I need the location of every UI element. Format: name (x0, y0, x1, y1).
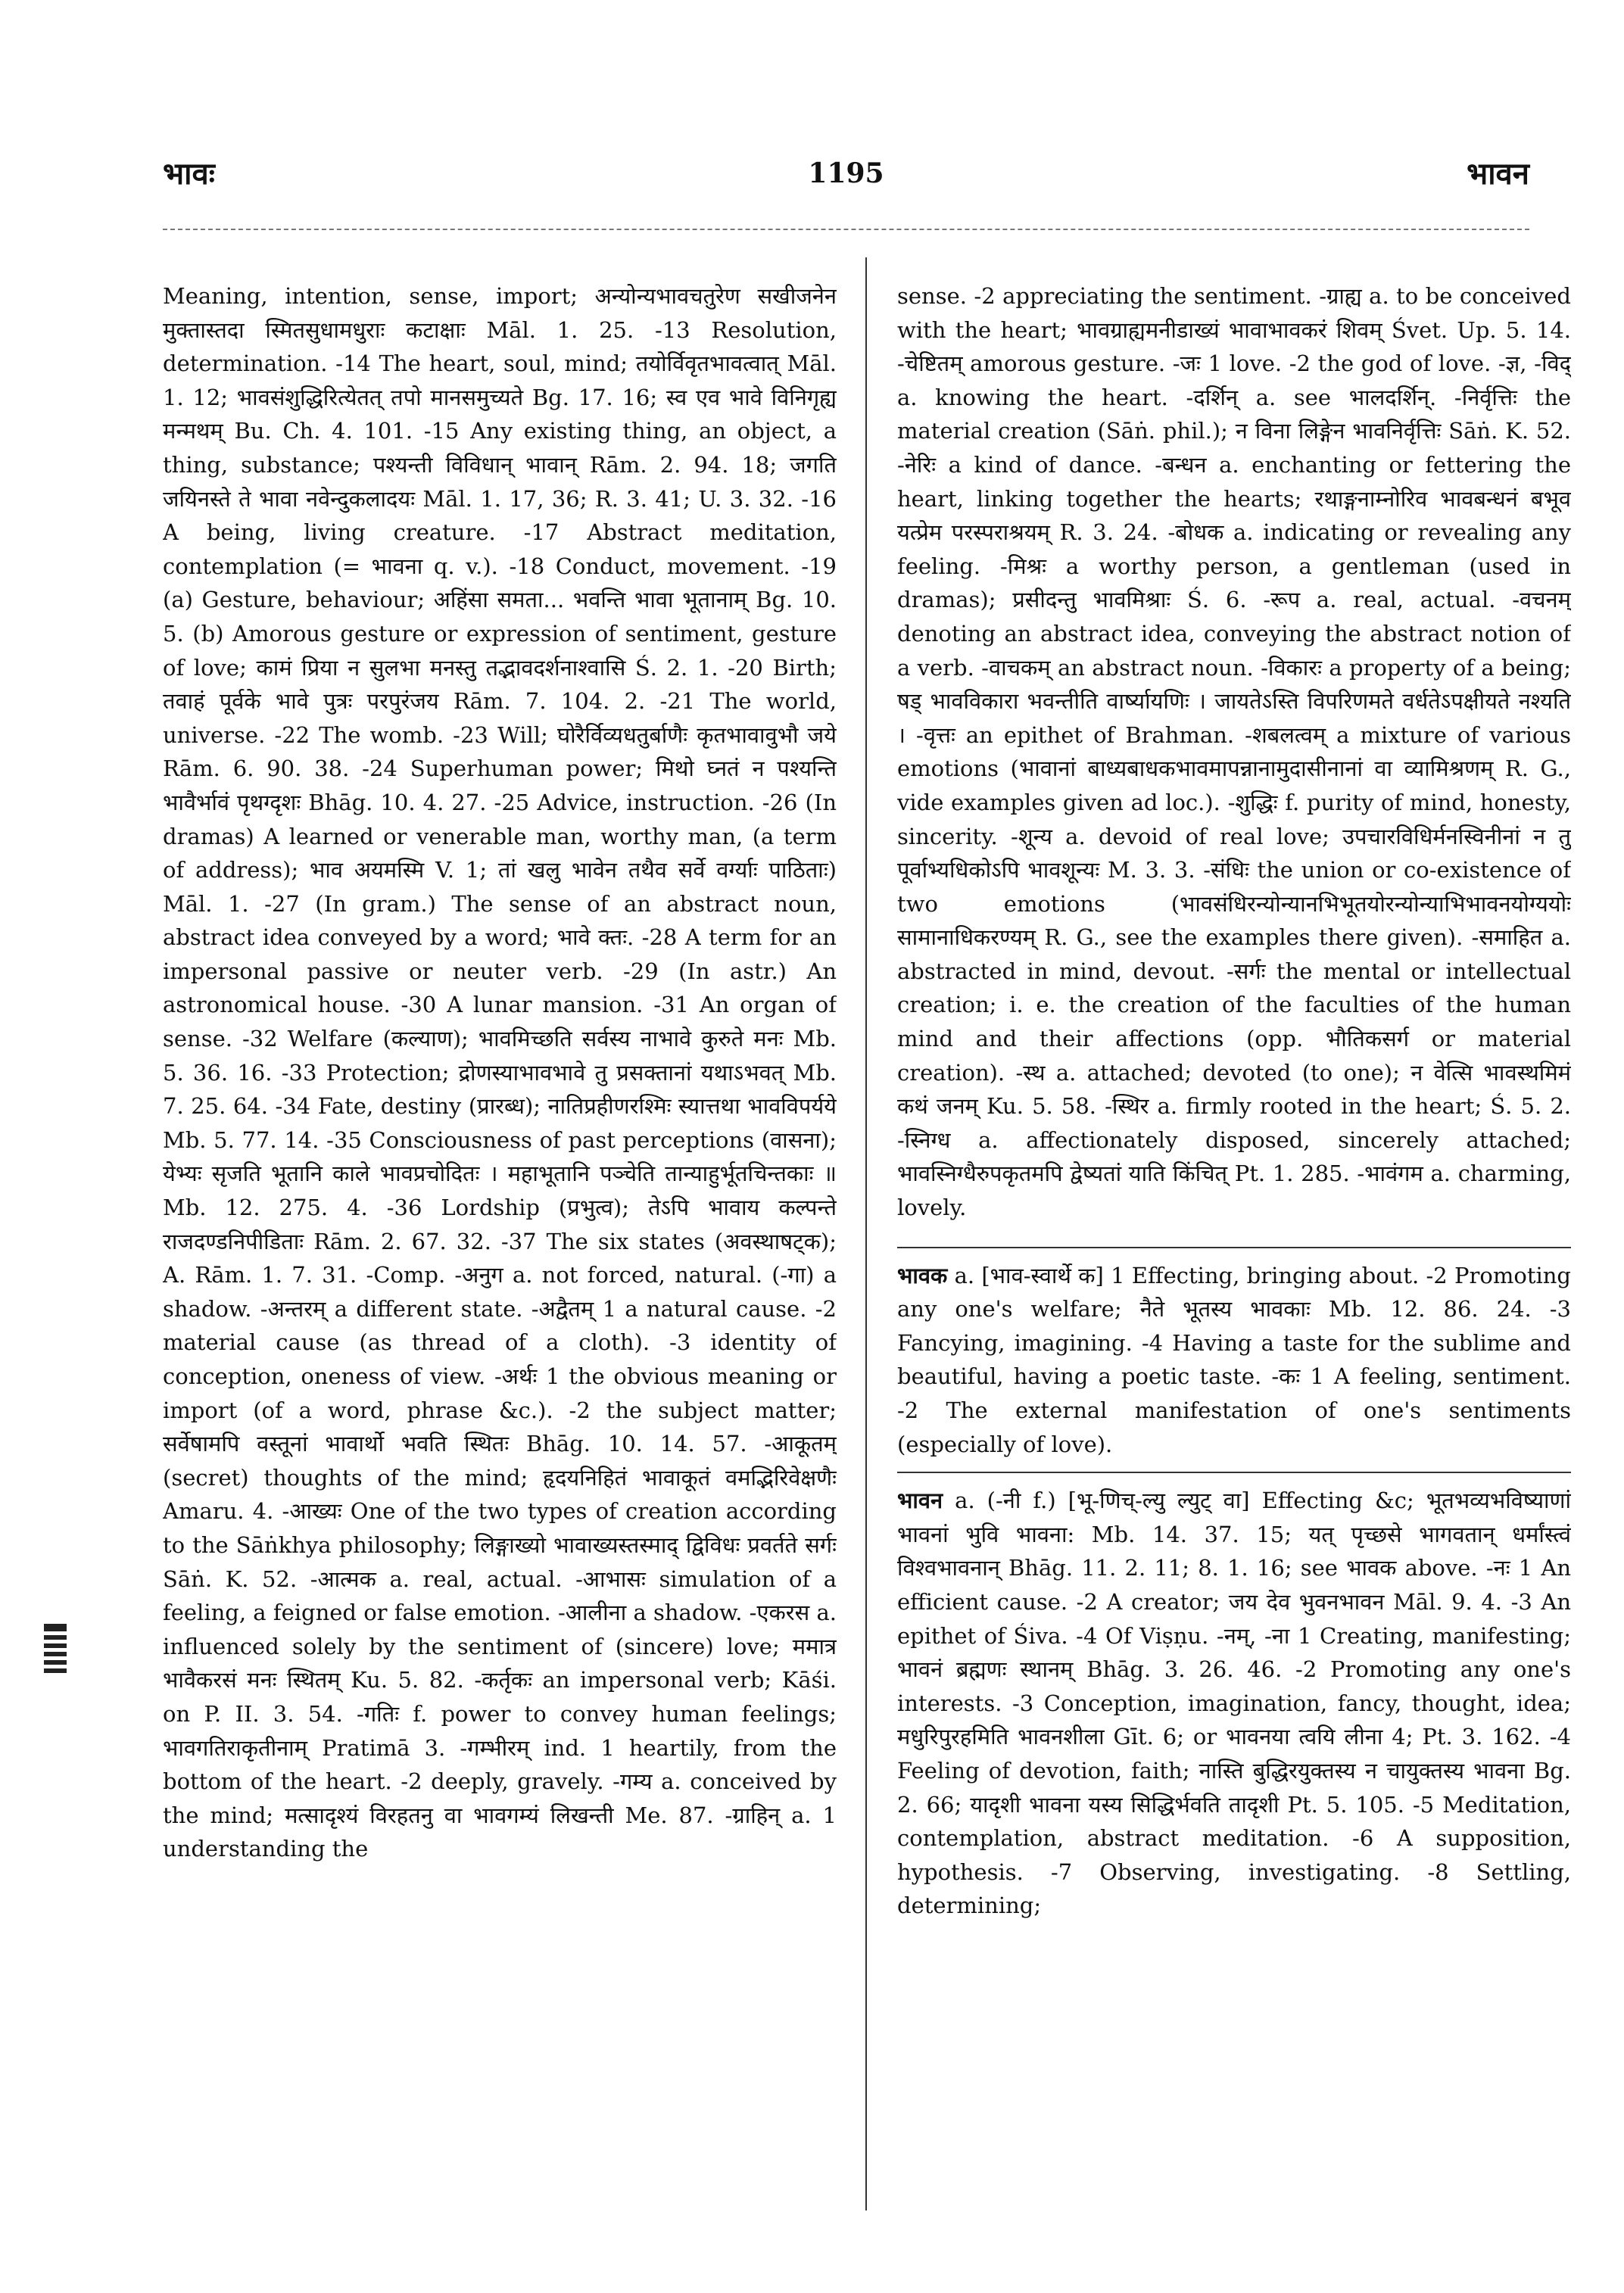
right-running-headword: भावन (1467, 156, 1529, 192)
right-column-text: sense. -2 appreciating the sentiment. -ग्राह्य a. to be conceived with the heart; भावग्राह्यमनीडाख्यं भावाभावकरं शिवम् Śvet. Up. 5. 14. -चेष्टितम् amorous gesture. -जः 1 love. -2 the god of love. -ज्ञ, -विद् a. knowing the heart. -दर्शिन् a. see भालदर्शिन्. -निर्वृत्तिः the material creation (Sāṅ. phil.); न विना लिङ्गेन भावनिर्वृत्तिः Sāṅ. K. 52. -नेरिः a kind of dance. -बन्धन a. enchanting or fettering the heart, linking together the hearts; रथाङ्गनाम्नोरिव भावबन्धनं बभूव यत्प्रेम परस्पराश्रयम् R. 3. 24. -बोधक a. indicating or revealing any feeling. -मिश्रः a worthy person, a gentleman (used in dramas); प्रसीदन्तु भावमिश्राः Ś. 6. -रूप a. real, actual. -वचनम् denoting an abstract idea, conveying the abstract notion of a verb. -वाचकम् an abstract noun. -विकारः a property of a being; षड् भावविकारा भवन्तीति वार्ष्यायणिः । जायतेऽस्ति विपरिणमते वर्धतेऽपक्षीयते नश्यति । -वृत्तः an epithet of Brahman. -शबलत्वम् a mixture of various emotions (भावानां बाध्यबाधकभावमापन्नानामुदासीनानां वा व्यामिश्रणम् R. G., vide examples given ad loc.). -शुद्धिः f. purity of mind, honesty, sincerity. -शून्य a. devoid of real love; उपचारविधिर्मनस्विनीनां न तु पूर्वाभ्यधिकोऽपि भावशून्यः M. 3. 3. -संधिः the union or co-existence of two emotions (भावसंधिरन्योन्यानभिभूतयोरन्योन्याभिभावनयोग्ययोः सामानाधिकरण्यम् R. G., see the examples there given). -समाहित a. abstracted in mind, devout. -सर्गः the mental or intellectual creation; i. e. the creation of the faculties of the human mind and their affections (opp. भौतिकसर्ग or material creation). -स्थ a. attached; devoted (to one); न वेत्सि भावस्थमिमं कथं जनम् Ku. 5. 58. -स्थिर a. firmly rooted in the heart; Ś. 5. 2. -स्निग्ध a. affectionately disposed, sincerely attached; भावस्निग्धैरुपकृतमपि द्वेष्यतां याति किंचित् Pt. 1. 285. -भावंगम a. charming, lovely. (897, 283, 1571, 1221)
entry-separator (897, 1247, 1571, 1248)
column-divider (865, 257, 867, 2210)
entry-bhavaka (897, 1259, 1571, 1462)
left-column-text: Meaning, intention, sense, import; अन्योन्यभावचतुरेण सखीजनेन मुक्तास्तदा स्मितसुधामधुराः कटाक्षाः Māl. 1. 25. -13 Resolution, determination. -14 The heart, soul, mind; तयोर्विवृतभावत्वात् Māl. 1. 12; भावसंशुद्धिरित्येतत् तपो मानसमुच्यते Bg. 17. 16; स्व एव भावे विनिगृह्य मन्मथम् Bu. Ch. 4. 101. -15 Any existing thing, an object, a thing, substance; पश्यन्ती विविधान् भावान् Rām. 2. 94. 18; जगति जयिनस्ते ते भावा नवेन्दुकलादयः Māl. 1. 17, 36; R. 3. 41; U. 3. 32. -16 A being, living creature. -17 Abstract meditation, contemplation (= भावना q. v.). -18 Conduct, movement. -19 (a) Gesture, behaviour; अहिंसा समता... भवन्ति भावा भूतानाम् Bg. 10. 5. (b) Amorous gesture or expression of sentiment, gesture of love; कामं प्रिया न सुलभा मनस्तु तद्भावदर्शनाश्वासि Ś. 2. 1. -20 Birth; तवाहं पूर्वके भावे पुत्रः परपुरंजय Rām. 7. 104. 2. -21 The world, universe. -22 The womb. -23 Will; घोरैर्विव्यधतुर्बाणैः कृतभावावुभौ जये Rām. 6. 90. 38. -24 Superhuman power; मिथो घ्नतं न पश्यन्ति भावैर्भावं पृथग्दृशः Bhāg. 10. 4. 27. -25 Advice, instruction. -26 (In dramas) A learned or venerable man, worthy man, (a term of address); भाव अयमस्मि V. 1; तां खलु भावेन तथैव सर्वे वर्ग्याः पाठिताः) Māl. 1. -27 (In gram.) The sense of an abstract noun, abstract idea conveyed by a word; भावे क्तः. -28 A term for an impersonal passive or neuter verb. -29 (In astr.) An astronomical house. -30 A lunar mansion. -31 An organ of sense. -32 Welfare (कल्याण); भावमिच्छति सर्वस्य नाभावे कुरुते मनः Mb. 5. 36. 16. -33 Protection; द्रोणस्याभावभावे तु प्रसक्तानां यथाऽभवत् Mb. 7. 25. 64. -34 Fate, destiny (प्रारब्ध); नातिप्रहीणरश्मिः स्यात्तथा भावविपर्यये Mb. 5. 77. 14. -35 Consciousness of past perceptions (वासना); येभ्यः सृजति भूतानि काले भावप्रचोदितः । महाभूतानि पञ्चेति तान्याहुर्भूतचिन्तकाः ॥ Mb. 12. 275. 4. -36 Lordship (प्रभुत्व); तेऽपि भावाय कल्पन्ते राजदण्डनिपीडिताः Rām. 2. 67. 32. -37 The six states (अवस्थाषट्क); A. Rām. 1. 7. 31. -Comp. -अनुग a. not forced, natural. (-गा) a shadow. -अन्तरम् a different state. -अद्वैतम् 1 a natural cause. -2 material cause (as thread of a cloth). -3 identity of conception, oneness of view. -अर्थः 1 the obvious meaning or import (of a word, phrase &c.). -2 the subject matter; सर्वेषामपि वस्तूनां भावार्थो भवति स्थितः Bhāg. 10. 14. 57. -आकूतम् (secret) thoughts of the mind; हृदयनिहितं भावाकूतं वमद्भिरिवेक्षणैः Amaru. 4. -आख्यः One of the two types of creation according to the Sāṅkhya philosophy; लिङ्गाख्यो भावाख्यस्तस्माद् द्विविधः प्रवर्तते सर्गः Sāṅ. K. 52. -आत्मक a. real, actual. -आभासः simulation of a feeling, a feigned or false emotion. -आलीना a shadow. -एकरस a. influenced solely by the sentiment of (sincere) love; ममात्र भावैकरसं मनः स्थितम् Ku. 5. 82. -कर्तृकः an impersonal verb; Kāśi. on P. II. 3. 54. -गतिः f. power to convey human feelings; भावगतिराकृतीनाम् Pratimā 3. -गम्भीरम् ind. 1 heartily, from the bottom of the heart. -2 deeply, gravely. -गम्य a. conceived by the mind; मत्सादृश्यं विरहतनु वा भावगम्यं लिखन्ती Me. 87. -ग्राहिन् a. 1 understanding the (163, 283, 837, 1862)
entry-headword: भावन (897, 1488, 943, 1514)
entry-separator (897, 1472, 1571, 1473)
entry-definition: a. (-नी f.) [भू-णिच्-ल्यु ल्युट् वा] Effecting &c; भूतभव्यभविष्याणां भावनां भुवि भावना: Mb. 14. 37. 15; यत् पृच्छसे भागवतान् धर्मांस्त्वं विश्वभावनान् Bhāg. 11. 2. 11; 8. 1. 16; see भावक above. -नः 1 An efficient cause. -2 A creator; जय देव भुवनभावन Māl. 9. 4. -3 An epithet of Śiva. -4 Of Viṣṇu. -नम्, -ना 1 Creating, manifesting; भावनं ब्रह्मणः स्थानम् Bhāg. 3. 26. 46. -2 Promoting any one's interests. -3 Conception, imagination, fancy, thought, idea; मधुरिपुरहमिति भावनशीला Gīt. 6; or भावनया त्वयि लीना 4; Pt. 3. 162. -4 Feeling of devotion, faith; नास्ति बुद्धिरयुक्तस्य न चायुक्तस्य भावना Bg. 2. 66; यादृशी भावना यस्य सिद्धिर्भवति तादृशी Pt. 5. 105. -5 Meditation, contemplation, abstract meditation. -6 A supposition, hypothesis. -7 Observing, investigating. -8 Settling, determining; (897, 1488, 1571, 1919)
entry-bhavana (897, 1484, 1571, 1923)
left-running-headword: भावः (163, 156, 215, 192)
page-header (163, 151, 1529, 204)
right-column (897, 257, 1571, 2218)
entry-headword: भावक (897, 1262, 948, 1288)
entry-definition: a. [भाव-स्वार्थे क] 1 Effecting, bringing about. -2 Promoting any one's welfare; नैते भूतस्य भावकाः Mb. 12. 86. 24. -3 Fancying, imagining. -4 Having a taste for the sublime and beautiful, having a poetic taste. -कः 1 A feeling, sentiment. -2 The external manifestation of one's sentiments (especially of love). (897, 1262, 1571, 1457)
header-rule (163, 229, 1529, 230)
page-number: 1195 (808, 157, 884, 189)
margin-thumb-index-mark (44, 1624, 67, 1684)
left-column (163, 257, 837, 2218)
